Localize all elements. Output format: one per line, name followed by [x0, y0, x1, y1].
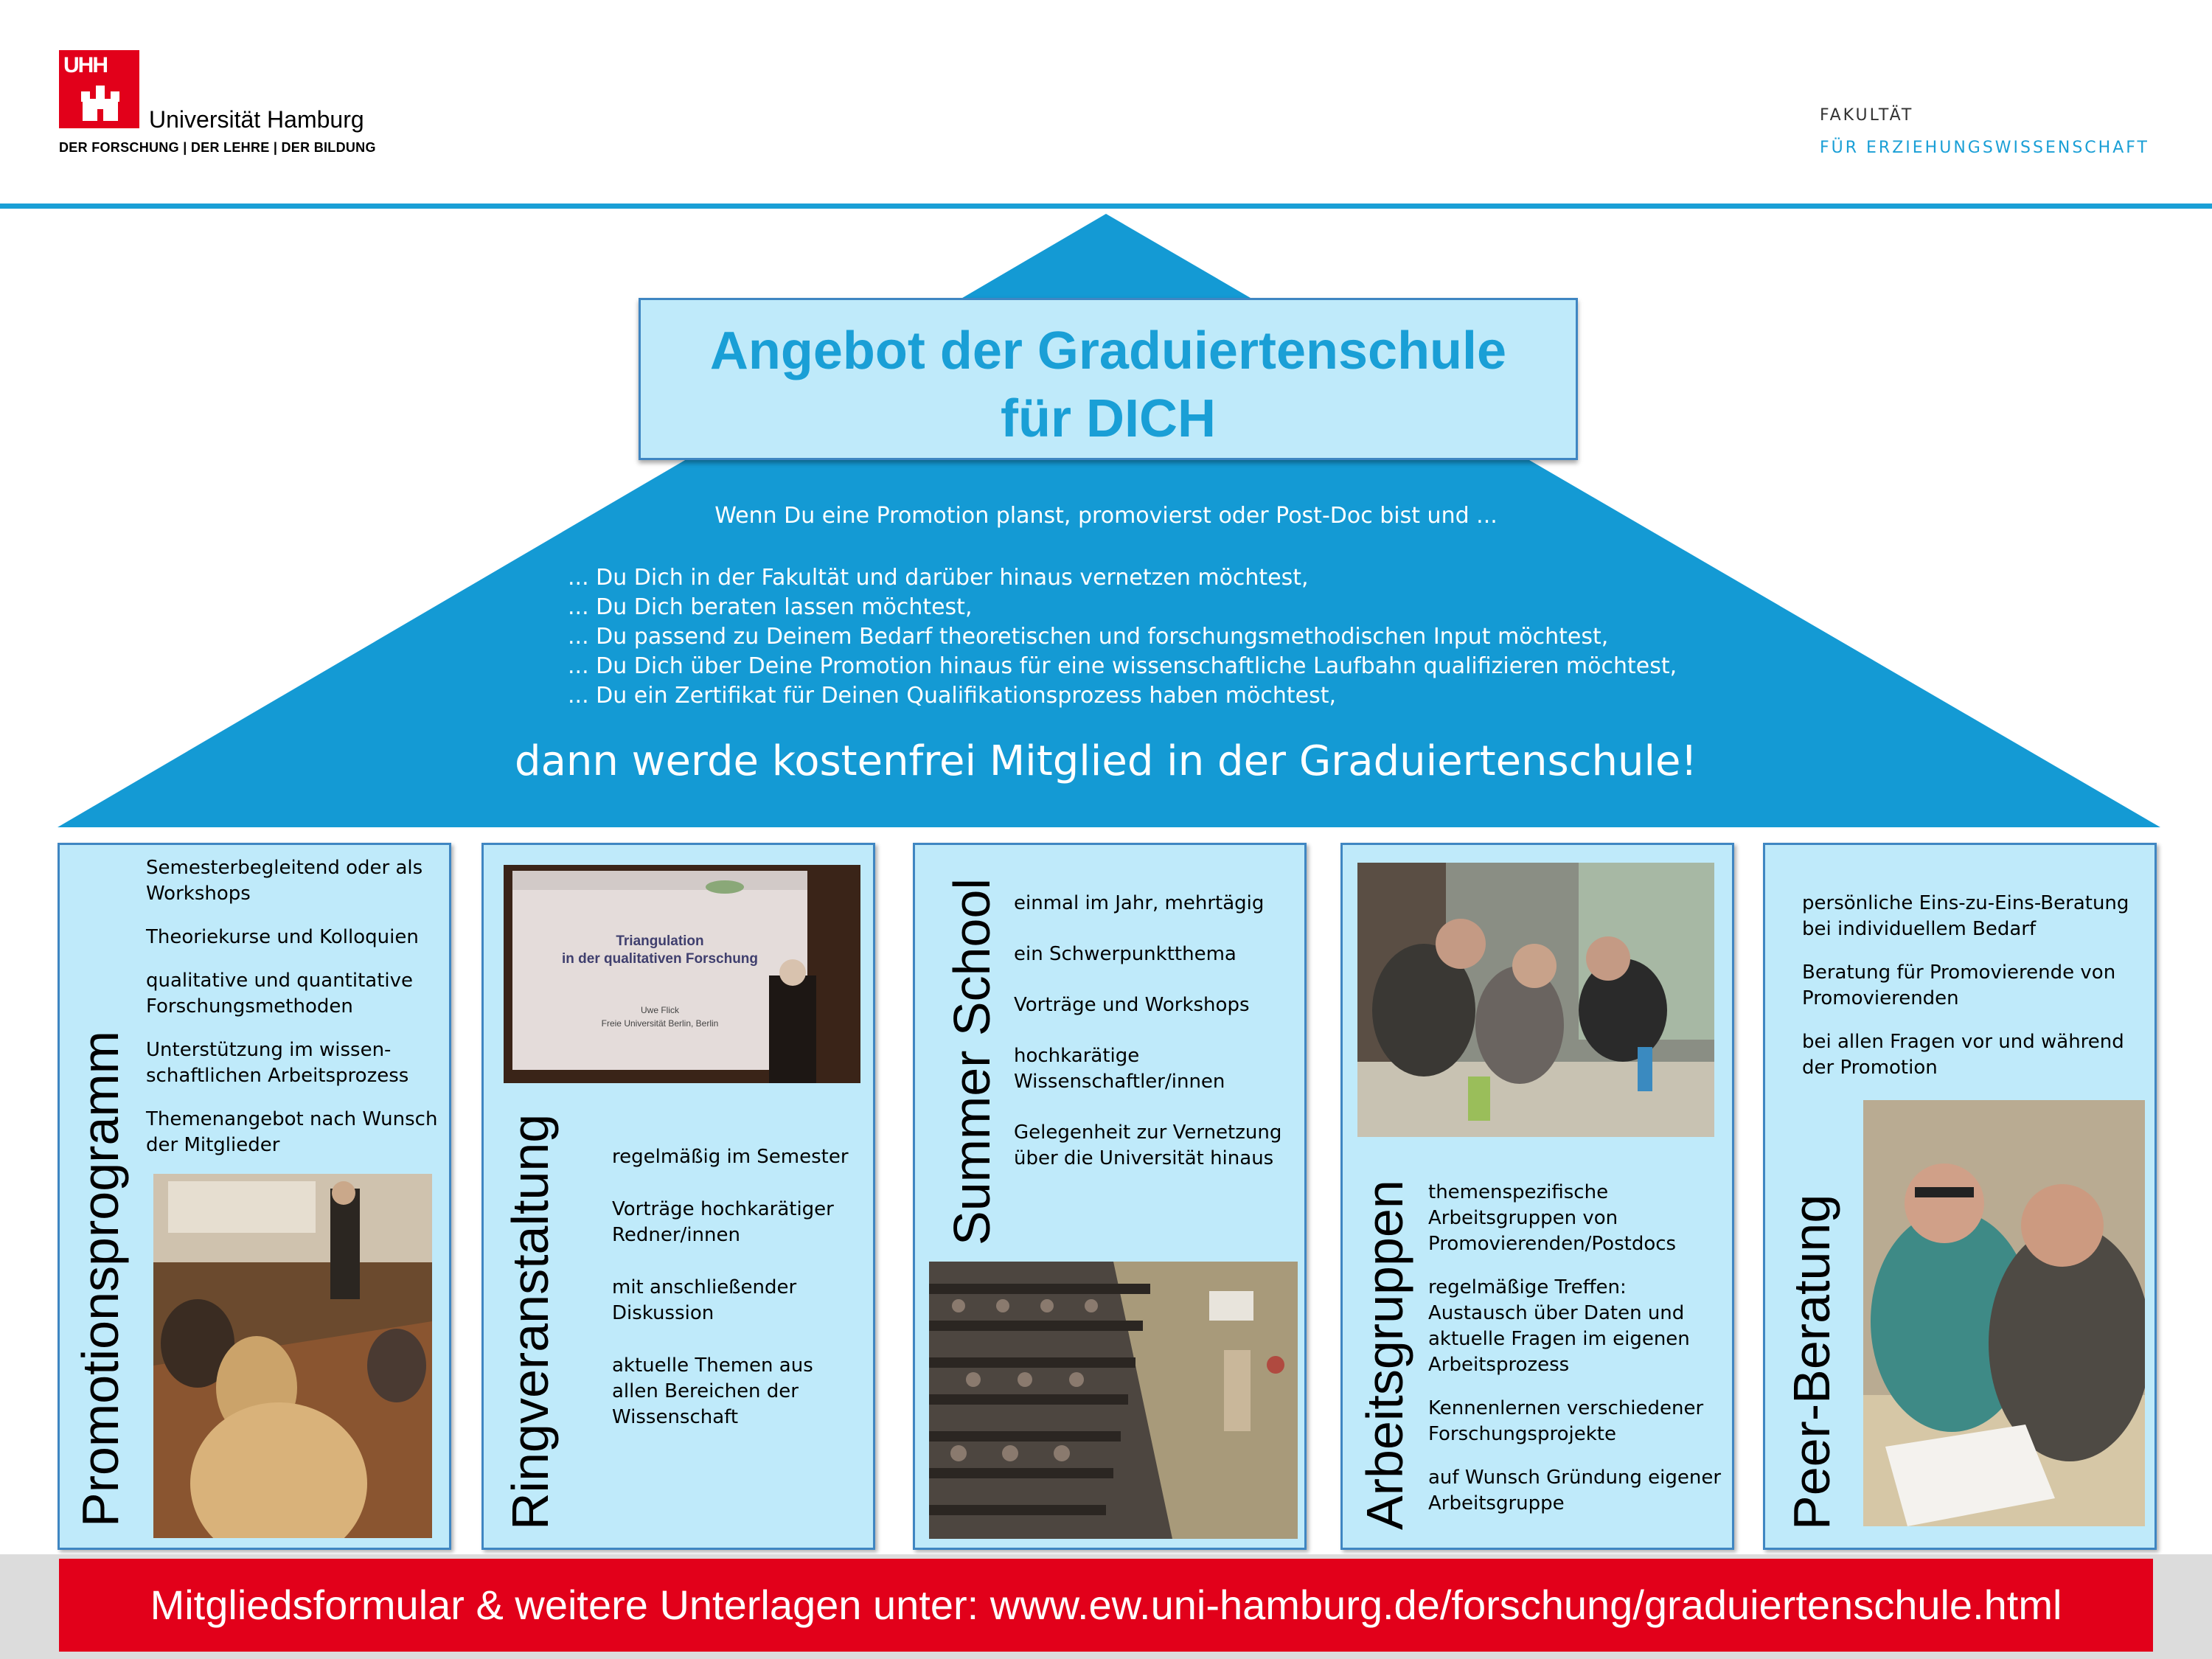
list-item: ... Du passend zu Deinem Bedarf theoretischen und forschungsmethodischen Input möchtest,: [568, 624, 1609, 650]
list-item: Kennenlernen verschiedener Forschungsprojekte: [1428, 1397, 1704, 1445]
list-item: bei allen Fragen vor und während der Promotion: [1802, 1031, 2124, 1079]
benefits-list: [568, 563, 1677, 711]
list-item: ... Du Dich beraten lassen möchtest,: [568, 594, 973, 620]
call-to-action: dann werde kostenfrei Mitglied in der Graduiertenschule!: [515, 737, 1697, 785]
logo-text: UHH: [63, 53, 107, 77]
list-item: regelmäßig im Semester: [612, 1146, 849, 1168]
pillar-items: [1428, 1180, 1723, 1534]
list-item: Themenangebot nach Wunsch der Mitglieder: [146, 1108, 438, 1156]
list-item: auf Wunsch Gründung eigener Arbeitsgruppe: [1428, 1467, 1722, 1514]
list-item: Unterstützung im wissen-schaftlichen Arbeitsprozess: [146, 1039, 409, 1087]
list-item: Semesterbegleitend oder als Workshops: [146, 857, 423, 905]
pillar-title: Ringveranstaltung: [501, 1113, 559, 1530]
pillar-summer-school: [913, 843, 1307, 1550]
seminar-photo: [153, 1174, 432, 1538]
list-item: einmal im Jahr, mehrtägig: [1014, 892, 1265, 914]
list-item: persönliche Eins-zu-Eins-Beratung bei individuellem Bedarf: [1802, 892, 2129, 940]
pillar-ringveranstaltung: [481, 843, 875, 1550]
peer-counseling-photo: [1863, 1100, 2145, 1526]
list-item: Vorträge und Workshops: [1014, 994, 1250, 1016]
university-tagline: DER FORSCHUNG | DER LEHRE | DER BILDUNG: [59, 140, 376, 155]
slide-author: Uwe Flick: [640, 1005, 679, 1015]
pillar-items: [146, 855, 441, 1176]
pillar-items: [612, 1144, 863, 1448]
list-item: Vorträge hochkarätiger Redner/innen: [612, 1198, 834, 1246]
faculty-label: FAKULTÄT: [1820, 106, 1914, 125]
list-item: Gelegenheit zur Vernetzung über die Universität hinaus: [1014, 1121, 1282, 1169]
list-item: ... Du ein Zertifikat für Deinen Qualifikationsprozess haben möchtest,: [568, 683, 1337, 709]
university-name: Universität Hamburg: [149, 106, 364, 133]
list-item: themenspezifische Arbeitsgruppen von Promovierenden/Postdocs: [1428, 1181, 1677, 1255]
pillar-title: Summer School: [943, 878, 1001, 1245]
list-item: mit anschließender Diskussion: [612, 1276, 797, 1324]
pillar-arbeitsgruppen: [1340, 843, 1734, 1550]
workgroup-photo: [1357, 863, 1714, 1137]
intro-text: Wenn Du eine Promotion planst, promovierst oder Post-Doc bist und ...: [714, 503, 1498, 529]
page-title: Angebot der Graduiertenschule: [709, 321, 1507, 380]
list-item: Theoriekurse und Kolloquien: [146, 926, 419, 948]
footer-banner: [59, 1559, 2153, 1652]
pillar-items: [1802, 891, 2149, 1099]
list-item: regelmäßige Treffen: Austausch über Daten und aktuelle Fragen im eigenen Arbeitsprozess: [1428, 1276, 1690, 1376]
pillar-title: Arbeitsgruppen: [1356, 1180, 1413, 1530]
list-item: Beratung für Promovierende von Promovierenden: [1802, 961, 2116, 1009]
list-item: aktuelle Themen aus allen Bereichen der Wissenschaft: [612, 1354, 813, 1428]
faculty-name: FÜR ERZIEHUNGSWISSENSCHAFT: [1820, 139, 2149, 157]
slide-affiliation: Freie Universität Berlin, Berlin: [601, 1018, 719, 1029]
list-item: qualitative und quantitative Forschungsmethoden: [146, 970, 414, 1018]
lecture-hall-photo: [929, 1262, 1298, 1539]
page-subtitle: für DICH: [1001, 389, 1216, 448]
lecture-photo: [504, 865, 860, 1083]
footer-link-text: Mitgliedsformular & weitere Unterlagen unter: www.ew.uni-hamburg.de/forschung/graduiertenschule.html: [150, 1582, 2062, 1628]
pillar-items: [1014, 891, 1294, 1189]
pillar-peer-beratung: [1763, 843, 2157, 1550]
pillar-promotionsprogramm: [58, 843, 451, 1550]
title-box: [639, 298, 1578, 460]
list-item: ein Schwerpunktthema: [1014, 943, 1237, 965]
list-item: hochkarätige Wissenschaftler/innen: [1014, 1045, 1225, 1093]
pillar-title: Promotionsprogramm: [72, 1031, 129, 1527]
list-item: ... Du Dich in der Fakultät und darüber hinaus vernetzen möchtest,: [568, 565, 1309, 591]
slide-subtitle: in der qualitativen Forschung: [561, 951, 759, 967]
list-item: ... Du Dich über Deine Promotion hinaus für eine wissenschaftliche Laufbahn qualifizieren möchtest,: [568, 653, 1677, 679]
slide-title: Triangulation: [616, 933, 704, 949]
pillar-title: Peer-Beratung: [1783, 1194, 1840, 1530]
